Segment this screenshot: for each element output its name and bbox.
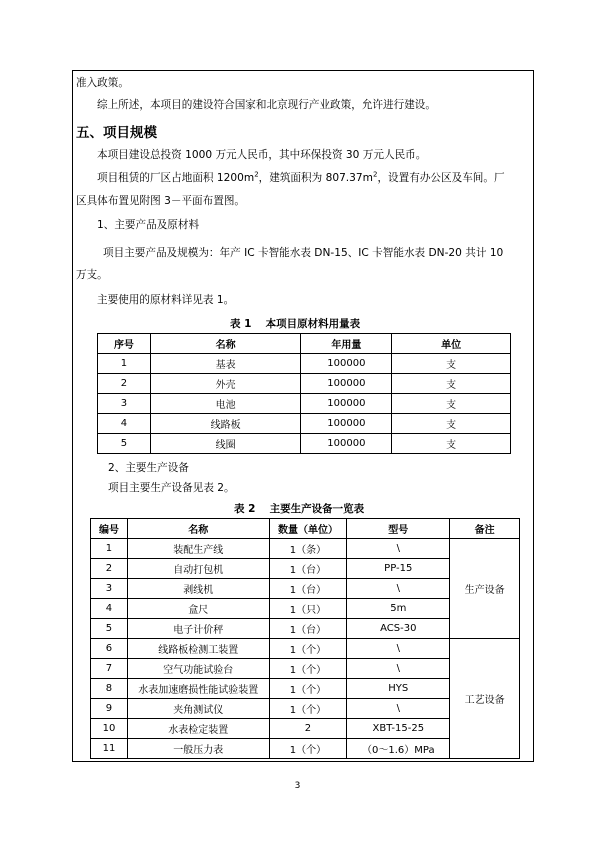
table-cell: ACS-30	[347, 619, 450, 639]
text-line: 项目主要产品及规模为：年产 IC 卡智能水表 DN-15、IC 卡智能水表 DN-20 共计 10	[103, 247, 504, 259]
equipment-table	[90, 518, 520, 759]
table-cell: 11	[91, 739, 128, 759]
table-row	[98, 354, 511, 374]
table-cell: 支	[392, 434, 511, 454]
table-cell: 100000	[301, 374, 392, 394]
table-cell: 1（个）	[269, 739, 347, 759]
table-cell: \	[347, 579, 450, 599]
table-cell: 1（个）	[269, 659, 347, 679]
table-cell: PP-15	[347, 559, 450, 579]
header-cell: 名称	[127, 519, 269, 539]
table-row	[98, 374, 511, 394]
table-cell: 1（个）	[269, 699, 347, 719]
table-cell: 线路板检测工装置	[127, 639, 269, 659]
table-cell: 空气功能试验台	[127, 659, 269, 679]
table-cell: \	[347, 659, 450, 679]
materials-table	[97, 333, 511, 454]
table-cell: 1（台）	[269, 619, 347, 639]
table-cell: 支	[392, 414, 511, 434]
table-cell: 9	[91, 699, 128, 719]
text-line: 本项目建设总投资 1000 万元人民币，其中环保投资 30 万元人民币。	[97, 149, 427, 161]
subheading: 1、主要产品及原材料	[97, 219, 200, 231]
table-cell: 100000	[301, 434, 392, 454]
table-cell: 盒尺	[127, 599, 269, 619]
text-line: 万支。	[76, 269, 108, 281]
table-cell: 100000	[301, 394, 392, 414]
table-cell: 1（条）	[269, 539, 347, 559]
table-cell: 支	[392, 394, 511, 414]
header-cell: 单位	[392, 334, 511, 354]
table-cell: 10	[91, 719, 128, 739]
table-cell: 支	[392, 354, 511, 374]
table-cell: 2	[269, 719, 347, 739]
table-cell: 1	[98, 354, 151, 374]
text-line: 准入政策。	[76, 77, 129, 89]
table-row	[98, 414, 511, 434]
text-line: 综上所述，本项目的建设符合国家和北京现行产业政策，允许进行建设。	[97, 99, 436, 111]
table-cell: 线圈	[150, 434, 301, 454]
table-cell: 一般压力表	[127, 739, 269, 759]
table-cell: 1（个）	[269, 679, 347, 699]
table-cell: 基表	[150, 354, 301, 374]
table-cell: \	[347, 539, 450, 559]
table-cell: 夹角测试仪	[127, 699, 269, 719]
table-cell: 外壳	[150, 374, 301, 394]
table-cell: 4	[91, 599, 128, 619]
table-cell: 1（台）	[269, 579, 347, 599]
table-cell: 1	[91, 539, 128, 559]
header-cell: 序号	[98, 334, 151, 354]
table-cell: 100000	[301, 354, 392, 374]
table-cell: 自动打包机	[127, 559, 269, 579]
section-heading: 五、项目规模	[76, 125, 157, 141]
page-number: 3	[294, 781, 301, 791]
header-cell: 型号	[347, 519, 450, 539]
table-cell: 支	[392, 374, 511, 394]
table-cell: 8	[91, 679, 128, 699]
text-line: 主要使用的原材料详见表 1。	[97, 294, 235, 306]
table-cell: 5	[91, 619, 128, 639]
table-cell: 5m	[347, 599, 450, 619]
table-cell: XBT-15-25	[347, 719, 450, 739]
header-cell: 年用量	[301, 334, 392, 354]
table-cell: HYS	[347, 679, 450, 699]
table-cell: 1（只）	[269, 599, 347, 619]
table-cell: 2	[91, 559, 128, 579]
header-cell: 编号	[91, 519, 128, 539]
table-cell: 4	[98, 414, 151, 434]
table-cell: \	[347, 639, 450, 659]
table-cell: 剥线机	[127, 579, 269, 599]
table-cell: 5	[98, 434, 151, 454]
table1-caption: 表 1 本项目原材料用量表	[230, 318, 361, 330]
table-cell: 1（个）	[269, 639, 347, 659]
table-cell: 3	[98, 394, 151, 414]
table-cell: 3	[91, 579, 128, 599]
header-cell: 备注	[450, 519, 520, 539]
table-cell: 电池	[150, 394, 301, 414]
remark-cell: 生产设备	[450, 539, 520, 639]
table-cell: 100000	[301, 414, 392, 434]
table-cell: 6	[91, 639, 128, 659]
remark-cell: 工艺设备	[450, 639, 520, 759]
header-cell: 名称	[150, 334, 301, 354]
text-line: 项目主要生产设备见表 2。	[108, 482, 235, 494]
table-cell: 线路板	[150, 414, 301, 434]
table2-caption: 表 2 主要生产设备一览表	[234, 503, 365, 515]
table-cell: 2	[98, 374, 151, 394]
table-cell: 装配生产线	[127, 539, 269, 559]
table-cell: 1（台）	[269, 559, 347, 579]
table-cell: 水表检定装置	[127, 719, 269, 739]
table-cell: 7	[91, 659, 128, 679]
table-cell: 水表加速磨损性能试验装置	[127, 679, 269, 699]
header-cell: 数量（单位）	[269, 519, 347, 539]
table-row	[91, 539, 520, 559]
text-line: 区具体布置见附图 3－平面布置图。	[76, 195, 246, 207]
table-row	[98, 434, 511, 454]
table-cell: \	[347, 699, 450, 719]
table-row	[91, 639, 520, 659]
text-line: 项目租赁的厂区占地面积 $1200m^2$，建筑面积为 $807.37m^2$，设置有办公区及车间。厂	[97, 170, 505, 184]
table-cell: （0～1.6）MPa	[347, 739, 450, 759]
table-row	[98, 394, 511, 414]
subheading: 2、主要生产设备	[108, 462, 189, 474]
table-cell: 电子计价秤	[127, 619, 269, 639]
